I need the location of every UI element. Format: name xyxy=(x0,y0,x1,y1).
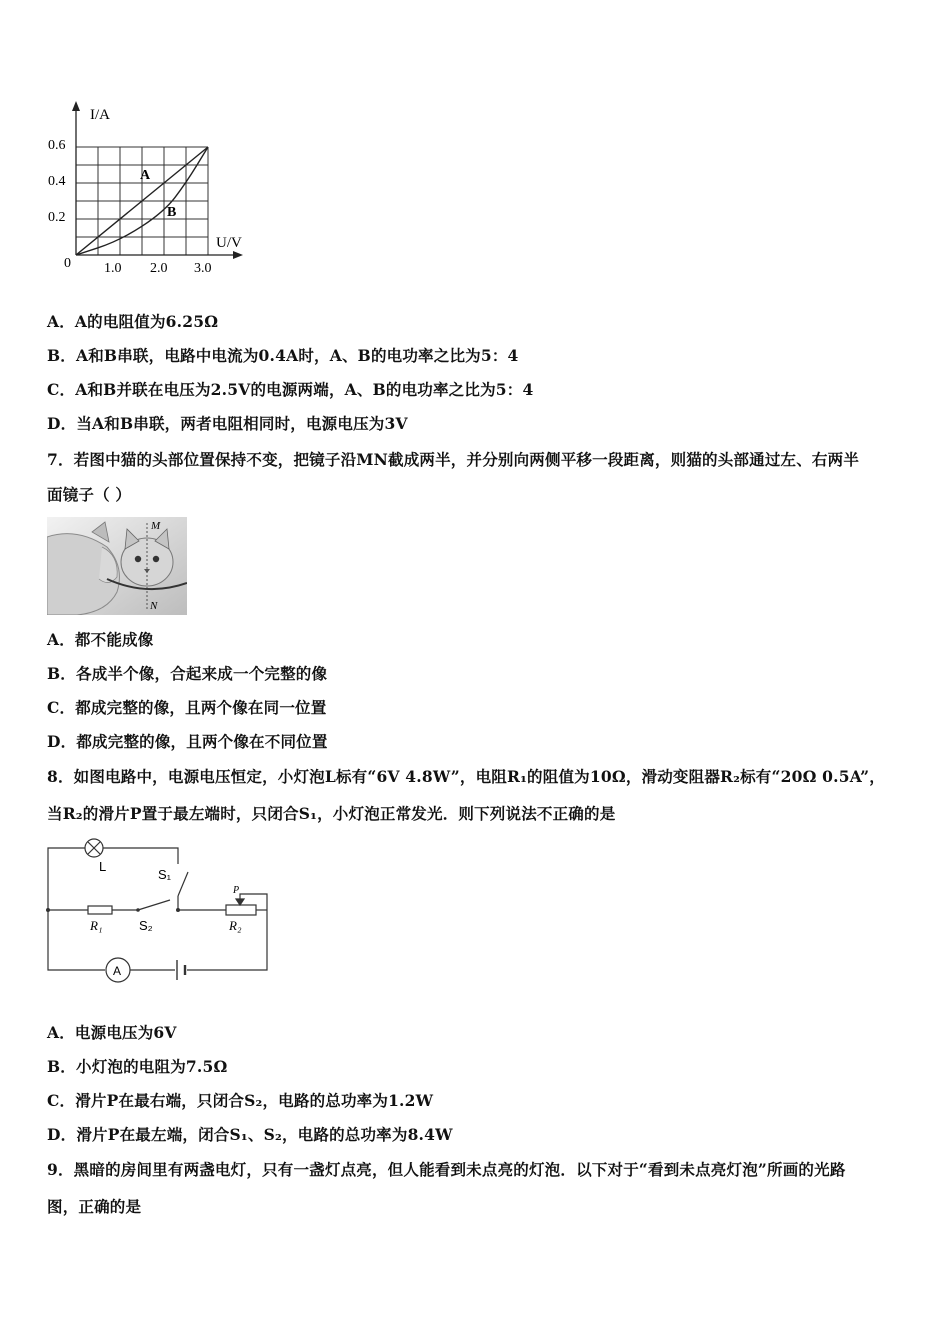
q6-option-c: C．A和B并联在电压为2.5V的电源两端，A、B的电功率之比为5：4 xyxy=(47,380,534,399)
q8-option-c: C．滑片P在最右端，只闭合S₂，电路的总功率为1.2W xyxy=(47,1091,434,1110)
y-tick-label: 0.4 xyxy=(48,174,66,189)
q8-option-d: D．滑片P在最左端，闭合S₁、S₂，电路的总功率为8.4W xyxy=(47,1125,453,1144)
origin-label: 0 xyxy=(64,256,71,271)
q6-option-a: A．A的电阻值为6.25Ω xyxy=(47,312,219,331)
x-axis-label: U/V xyxy=(216,235,242,251)
curve-a-label: A xyxy=(140,168,151,183)
x-tick-label: 3.0 xyxy=(194,261,212,276)
lamp-label: L xyxy=(99,859,107,874)
q6-option-b: B．A和B串联，电路中电流为0.4A时，A、B的电功率之比为5：4 xyxy=(47,346,519,365)
q7-option-d: D．都成完整的像，且两个像在不同位置 xyxy=(47,732,328,751)
p-label: P xyxy=(233,885,240,896)
resistor-r1 xyxy=(88,906,112,914)
r1-label: R₁ xyxy=(90,918,103,933)
q8-option-b: B．小灯泡的电阻为7.5Ω xyxy=(47,1057,228,1076)
curve-b-label: B xyxy=(167,205,177,220)
wire-bottom-right xyxy=(187,910,267,970)
cat-eye-right xyxy=(153,556,159,562)
cat-mirror-figure xyxy=(47,517,187,615)
x-axis-arrow xyxy=(233,251,243,259)
s2-label: S₂ xyxy=(139,918,153,933)
mirror-label-m: M xyxy=(151,520,161,532)
y-axis-label: I/A xyxy=(90,107,110,123)
q8-stem-line1: 8．如图电路中，电源电压恒定，小灯泡L标有“6V 4.8W”，电阻R₁的阻值为10Ω，滑动变阻器R₂标有“20Ω 0.5A”， xyxy=(47,767,885,786)
q8-stem-line2: 当R₂的滑片P置于最左端时，只闭合S₁，小灯泡正常发光．则下列说法不正确的是 xyxy=(47,804,616,823)
ammeter-label: A xyxy=(113,964,122,978)
rheostat-slider-arrow xyxy=(236,899,244,905)
q8-option-a: A．电源电压为6V xyxy=(47,1023,177,1042)
q7-option-c: C．都成完整的像，且两个像在同一位置 xyxy=(47,698,327,717)
junction-left xyxy=(46,908,50,912)
s1-label: S₁ xyxy=(158,867,172,882)
x-tick-label: 1.0 xyxy=(104,261,122,276)
s2-pivot xyxy=(136,908,140,912)
y-tick-label: 0.6 xyxy=(48,138,66,153)
switch-s2-blade xyxy=(138,900,170,910)
circuit-diagram xyxy=(40,838,280,983)
q7-option-a: A．都不能成像 xyxy=(47,630,154,649)
q9-stem-line1: 9．黑暗的房间里有两盏电灯，只有一盏灯点亮，但人能看到未点亮的灯泡．以下对于“看到未点亮灯泡”所画的光路 xyxy=(47,1160,846,1179)
q7-stem-line1: 7．若图中猫的头部位置保持不变，把镜子沿MN截成两半，并分别向两侧平移一段距离，则猫的头部通过左、右两半 xyxy=(47,450,860,469)
cat-eye-left xyxy=(135,556,141,562)
y-axis-arrow xyxy=(72,101,80,111)
rheostat-r2 xyxy=(226,905,256,915)
q9-stem-line2: 图，正确的是 xyxy=(47,1197,142,1216)
switch-s1-lever xyxy=(178,872,188,896)
wire-top-right xyxy=(103,848,178,864)
mirror-label-n: N xyxy=(150,600,158,612)
q7-option-b: B．各成半个像，合起来成一个完整的像 xyxy=(47,664,328,683)
y-tick-label: 0.2 xyxy=(48,210,66,225)
iu-graph xyxy=(40,95,260,280)
junction-s1 xyxy=(176,908,180,912)
r2-label: R₂ xyxy=(229,918,242,933)
q7-stem-line2: 面镜子（ ） xyxy=(47,485,132,504)
wire-top xyxy=(48,848,85,910)
q6-option-d: D．当A和B串联，两者电阻相同时，电源电压为3V xyxy=(47,414,408,433)
x-tick-label: 2.0 xyxy=(150,261,168,276)
